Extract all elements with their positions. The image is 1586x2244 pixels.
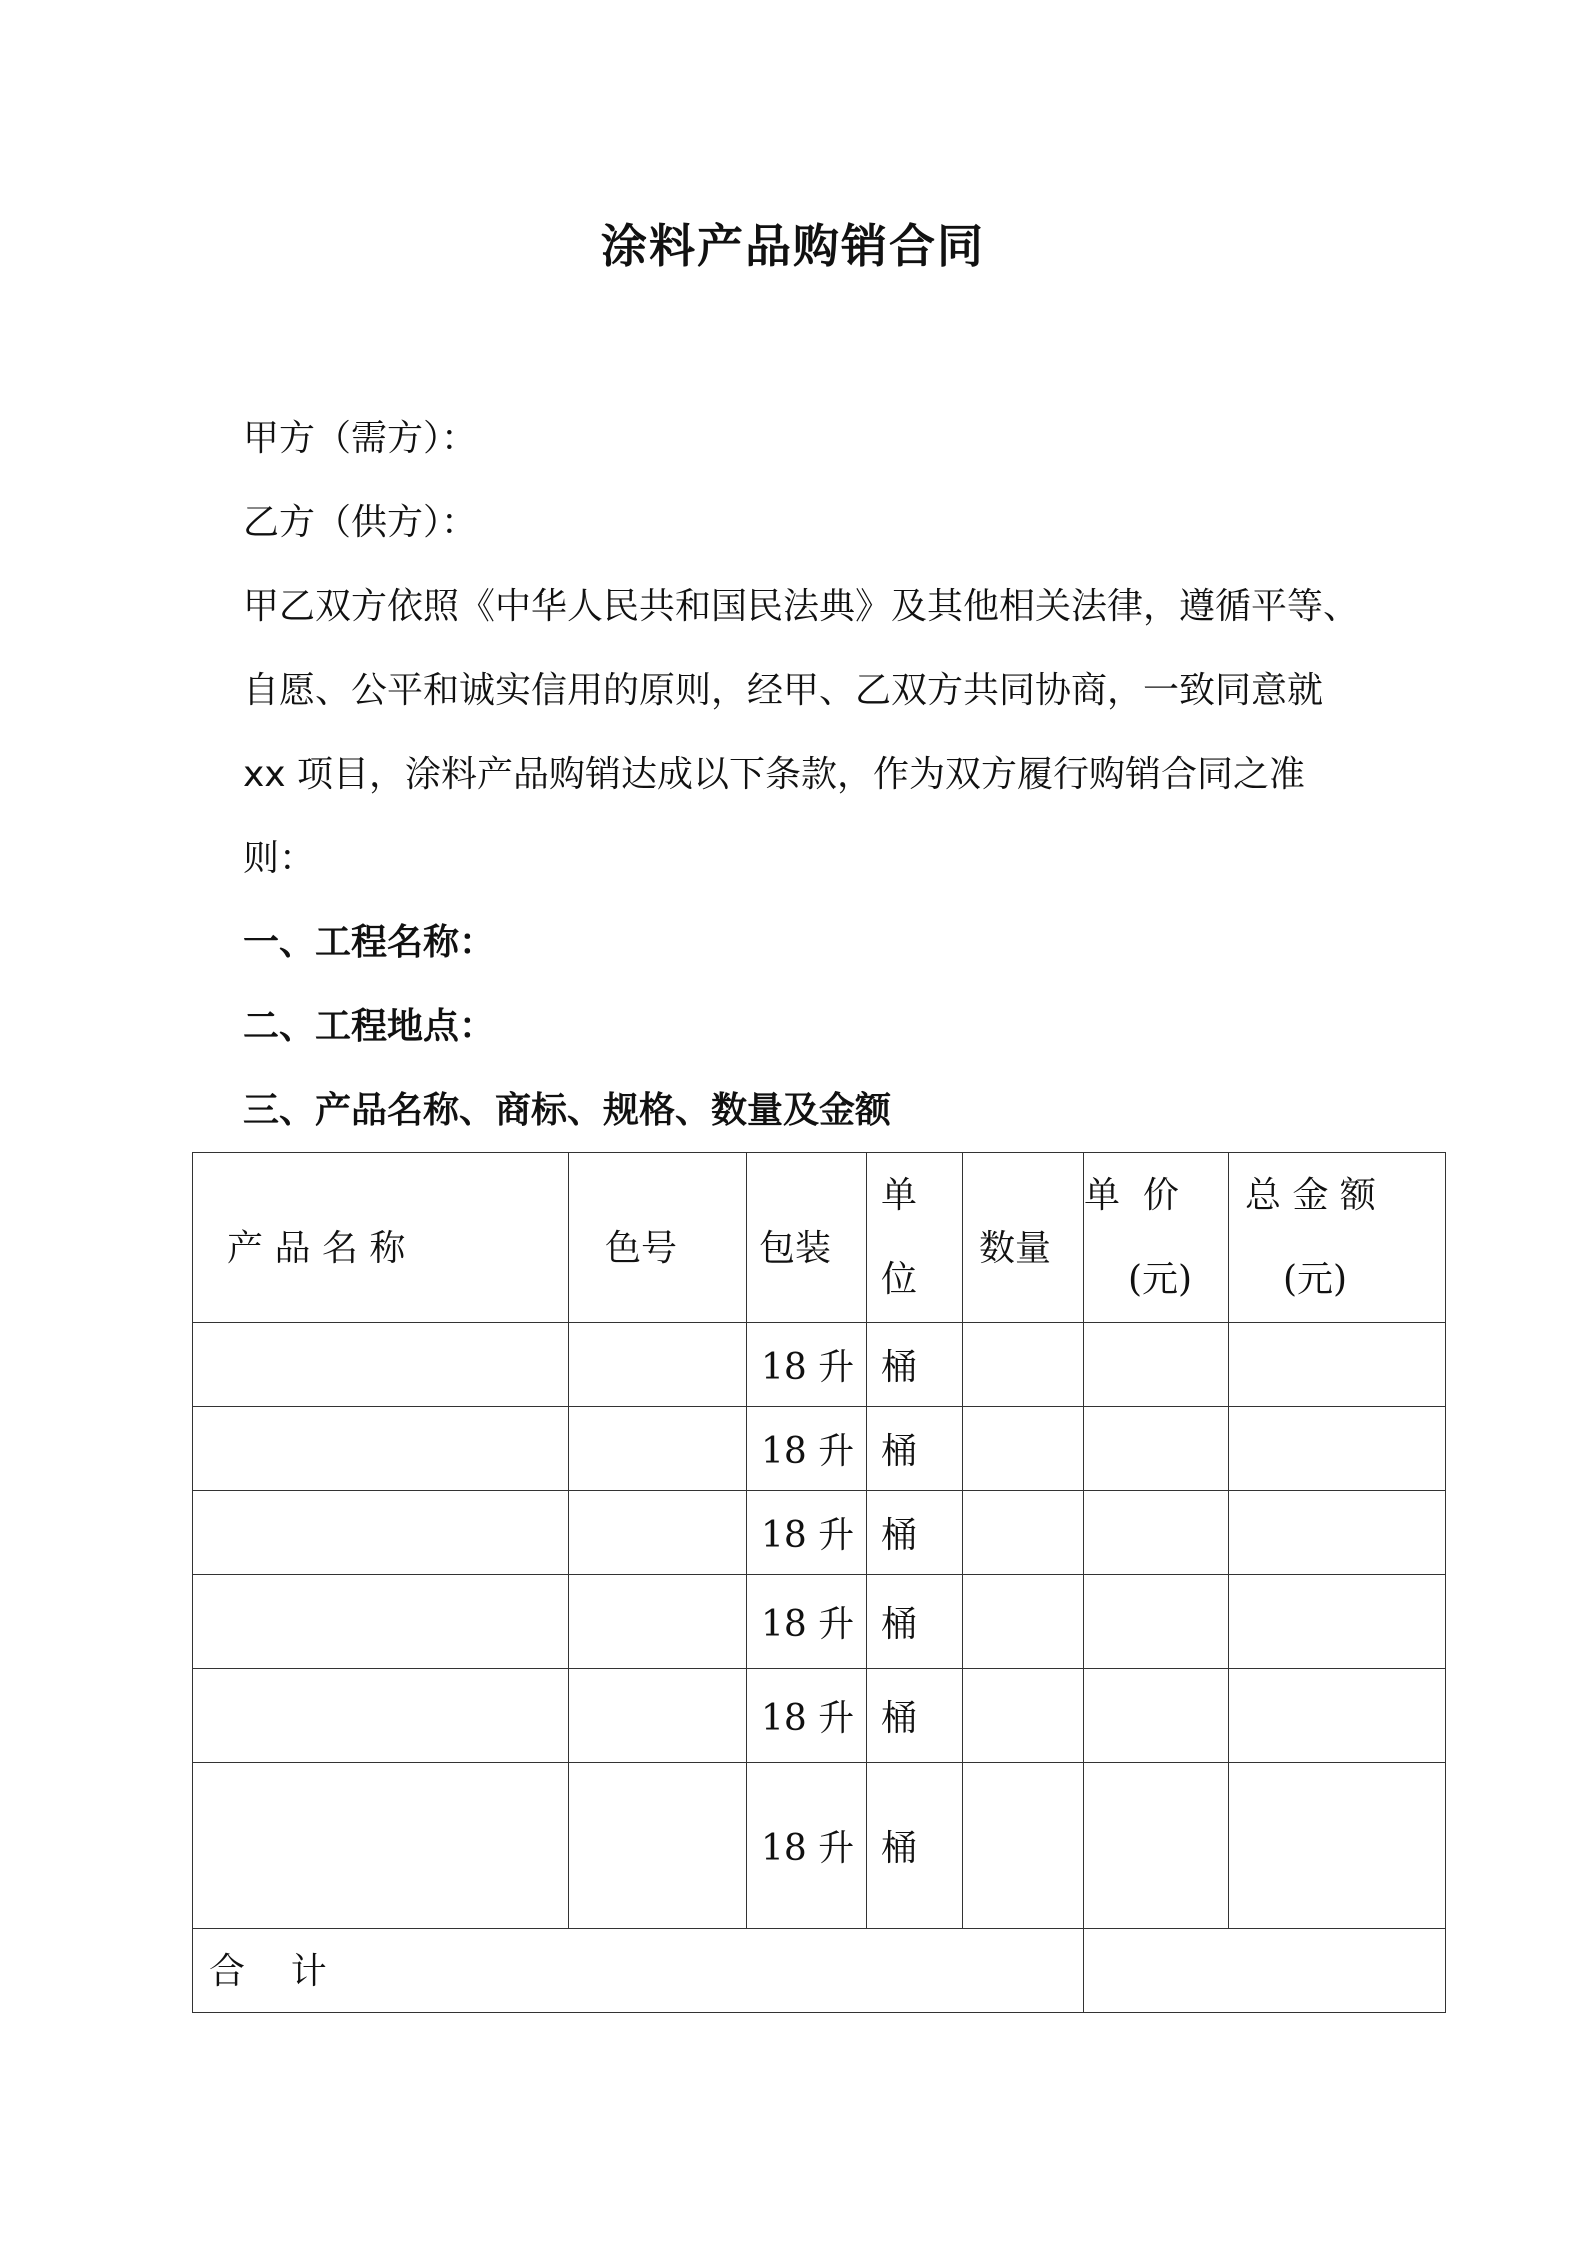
cell-product-name[interactable] [193,1763,569,1929]
cell-product-name[interactable] [193,1491,569,1575]
cell-packaging: 18 升 [747,1669,867,1763]
cell-color-code[interactable] [569,1763,747,1929]
header-unit-price-line2: (元) [1128,1258,1193,1300]
table-row [193,1575,1446,1669]
cell-unit-price[interactable] [1084,1491,1229,1575]
cell-packaging: 18 升 [747,1763,867,1929]
header-total-amount [1229,1153,1446,1323]
cell-quantity[interactable] [963,1669,1084,1763]
cell-unit: 桶 [867,1491,963,1575]
table-row [193,1491,1446,1575]
cell-quantity[interactable] [963,1491,1084,1575]
table-row [193,1763,1446,1929]
cell-unit: 桶 [867,1669,963,1763]
section-project-name: 一、工程名称： [243,922,496,963]
cell-product-name[interactable] [193,1323,569,1407]
cell-packaging: 18 升 [747,1407,867,1491]
header-unit-line2: 位 [881,1258,918,1300]
cell-packaging: 18 升 [747,1323,867,1407]
cell-unit-price[interactable] [1084,1763,1229,1929]
header-product-name: 产 品 名 称 [193,1153,569,1323]
cell-quantity[interactable] [963,1763,1084,1929]
section-products-heading: 三、产品名称、商标、规格、数量及金额 [243,1090,892,1131]
cell-product-name[interactable] [193,1575,569,1669]
preamble-line-4: 则： [243,838,316,879]
cell-unit-price[interactable] [1084,1669,1229,1763]
cell-total-amount[interactable] [1229,1491,1446,1575]
header-unit-price [1084,1153,1229,1323]
cell-unit-price[interactable] [1084,1575,1229,1669]
cell-total-amount[interactable] [1229,1669,1446,1763]
cell-product-name[interactable] [193,1669,569,1763]
cell-color-code[interactable] [569,1575,747,1669]
table-row [193,1323,1446,1407]
cell-unit-price[interactable] [1084,1323,1229,1407]
preamble-line-2: 自愿、公平和诚实信用的原则，经甲、乙双方共同协商，一致同意就 [243,670,1324,711]
summary-label: 合 计 [193,1929,1084,2013]
table-row [193,1407,1446,1491]
preamble-line-3: xx 项目，涂料产品购销达成以下条款，作为双方履行购销合同之准 [243,754,1306,795]
cell-packaging: 18 升 [747,1575,867,1669]
party-b-line: 乙方（供方）： [243,502,478,543]
cell-quantity[interactable] [963,1575,1084,1669]
cell-color-code[interactable] [569,1323,747,1407]
products-table [192,1152,1446,2013]
cell-total-amount[interactable] [1229,1323,1446,1407]
cell-product-name[interactable] [193,1407,569,1491]
cell-unit: 桶 [867,1763,963,1929]
header-total-line1: 总 金 额 [1245,1174,1376,1216]
cell-quantity[interactable] [963,1407,1084,1491]
cell-packaging: 18 升 [747,1491,867,1575]
table-summary-row [193,1929,1446,2013]
table-row [193,1669,1446,1763]
cell-total-amount[interactable] [1229,1407,1446,1491]
header-quantity: 数量 [963,1153,1084,1323]
header-total-line2: (元) [1283,1258,1348,1300]
header-unit-price-line1: 单 价 [1084,1174,1179,1216]
cell-total-amount[interactable] [1229,1575,1446,1669]
header-unit [867,1153,963,1323]
cell-color-code[interactable] [569,1669,747,1763]
header-unit-line1: 单 [881,1174,918,1216]
cell-unit: 桶 [867,1323,963,1407]
party-a-line: 甲方（需方）： [243,418,478,459]
header-color-code: 色号 [569,1153,747,1323]
section-project-location: 二、工程地点： [243,1006,496,1047]
table-header-row [193,1153,1446,1323]
cell-quantity[interactable] [963,1323,1084,1407]
document-title: 涂料产品购销合同 [601,219,985,273]
cell-unit: 桶 [867,1407,963,1491]
cell-total-amount[interactable] [1229,1763,1446,1929]
cell-unit: 桶 [867,1575,963,1669]
preamble-line-1: 甲乙双方依照《中华人民共和国民法典》及其他相关法律，遵循平等、 [243,586,1360,627]
cell-color-code[interactable] [569,1407,747,1491]
cell-unit-price[interactable] [1084,1407,1229,1491]
summary-value[interactable] [1084,1929,1446,2013]
cell-color-code[interactable] [569,1491,747,1575]
header-packaging: 包装 [747,1153,867,1323]
